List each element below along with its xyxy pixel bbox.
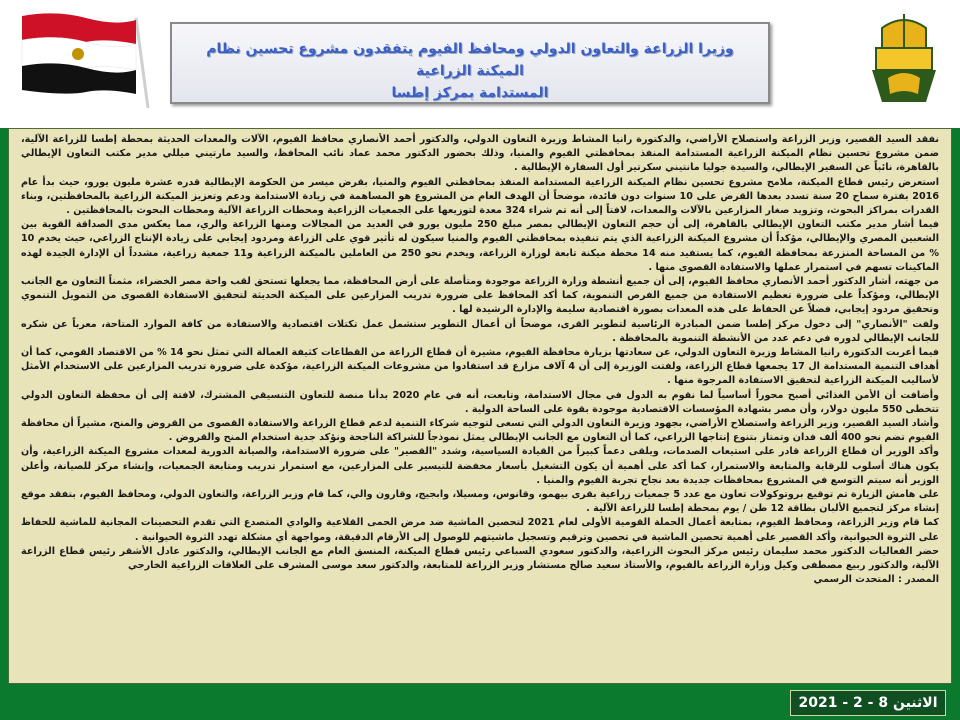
ministry-logo-icon bbox=[862, 8, 946, 108]
article-paragraph: وأكد الوزير أن قطاع الزراعة قادر على استيعاب الصدمات، ويلقى دعماً كبيراً من القيادة السياسية، وشدد "القصير" على ضرورة الاستدامة، والصيانة الدورية لمعدات مشروع الميكنة الزراعية، وأن يكون هناك أسلوب للرقابة والمتابعة والاستمرار، كما أكد على أهمية أن يكون التشغيل بأسعار مخفضة للتيسير على المزارعين، مع استمرار تدريب ومتابعة الجمعيات، وإنشاء مركز للصيانة، وأعلن الوزير أنه سيتم التوسع في المشروع بمحافظات جديدة بعد نجاح تجربة الفيوم والمنيا . bbox=[21, 446, 939, 486]
article-paragraph: فيما أشار مدير مكتب التعاون الإيطالي بالقاهرة، إلى أن حجم التعاون الإيطالي بمصر مبلغ 250 مليون يورو في العديد من المجالات ومنها الزراعة والري، مما يعكس مدى الصداقة القوية بين الشعبين المصري والإيطالي، مؤكداً أن مشروع الميكنة الزراعية الذي يتم تنفيذه بمحافظتي الفيوم والمنيا سيكون له تأثير قوي على الزراعة ومردود إيجابي على زيادة الإنتاج الزراعي، حيث يخدم 10 % من المساحة المنزرعة بمحافظة الفيوم، كما يستفيد منه 14 محطة ميكنة تابعة لوزارة الزراعة، ويخدم نحو 250 من العاملين بالميكنة الزراعية و11 جمعية زراعية، مشدداً أن الإدارة الجيدة لهذه الماكينات تسهم في استمرار عملها والاستفادة القصوى منها . bbox=[21, 219, 940, 273]
header-band bbox=[0, 0, 960, 128]
article-paragraph: وأشاد السيد القصير، وزير الزراعة واستصلاح الأراضي، بجهود وزيرة التعاون الدولي التي تسعى لتوجيه شركاء التنمية لدعم قطاع الزراعة والاستفادة القصوى من القروض والمنح، مشيراً أن محافظة الفيوم تضم نحو 400 ألف فدان وتمتاز بتنوع إنتاجها الزراعي، كما أن التعاون مع الجانب الإيطالي يمثل نموذجاً للشراكة الناجحة ونؤكد جدية استخدام المنح والقروض . bbox=[21, 418, 939, 444]
article-paragraph: من جهته، أشار الدكتور أحمد الأنصاري محافظ الفيوم، إلى أن جميع أنشطة وزارة الزراعة موجودة ومتأصلة على أرض المحافظة، مما يجعلها تستحق لقب واحة مصر الخضراء، مثمناً التعاون مع الجانب الإيطالي، ومؤكداً على ضرورة تعظيم الاستفادة من جميع الفرص التنموية، كما أكد المحافظ على ضرورة تدريب المزارعين على الميكنة الحديثة لتحقيق الاستفادة القصوى من التمويل التنموي وتحقيق مردود إيجابي، فضلاً عن الحفاظ على هذه المعدات بصورة اقتصادية سليمة والإدارة الرشيدة لها . bbox=[21, 276, 939, 316]
headline-box bbox=[170, 22, 770, 104]
headline-line-2: المستدامة بمركز إطسا bbox=[391, 85, 549, 101]
article-paragraph: حضر الفعاليات الدكتور محمد سليمان رئيس مركز البحوث الزراعية، والدكتور سعودي السباعي رئيس قطاع الميكنة، المنسق العام مع الجانب الإيطالي، والدكتور عادل الأشقر رئيس قطاع الزراعة الآلية، والدكتور ربيع مصطفى وكيل وزارة الزراعة بالفيوم، والأستاذ سعيد صالح مستشار وزير الزراعة للمتابعة، والدكتور سعد موسى المشرف على العلاقات الزراعية الخارجي bbox=[21, 545, 939, 572]
date-badge: الاثنين 8 - 2 - 2021 bbox=[790, 690, 946, 716]
article-paragraph: نفقد السيد القصير، وزير الزراعة واستصلاح الأراضي، والدكتورة رانيا المشاط وزيرة التعاون الدولي، والدكتور أحمد الأنصاري محافظ الفيوم، الآلات والمعدات الحديثة بمحطة إطسا للزراعة الآلية، ضمن مشروع تحسين نظام الميكنة الزراعية المستدامة المنفذ بمحافظتي الفيوم والمنيا، وذلك بحضور الدكتور محمد عماد نائب المحافظ، والسيد مارتيني ميللي مدير مكتب التعاون الإيطالي بالقاهرة، نائباً عن السفير الإيطالي، والسيدة جوليا مانتيني سكرتير أول السفارة الإيطالية . bbox=[21, 134, 939, 174]
article-paragraph: كما قام وزير الزراعة، ومحافظ الفيوم، بمتابعة أعمال الحملة القومية الأولى لعام 2021 لتحصين الماشية ضد مرض الحمى القلاعية والوادي المتصدع التي تقدم التحصينات المجانية للماشية للحفاظ على الثروة الحيوانية، وأكد القصير على أهمية تحصين الماشية في تحصين وترقيم وتسجيل ماشيتهم للوصول إلى الأرقام الدقيقة، ومواجهة أي مشكلة تهدد الثروة الحيوانية . bbox=[21, 517, 939, 543]
article-paragraph: وأضافت أن الأمن الغذائي أصبح محوراً أساسياً لما نقوم به الدول في مجال الاستدامة، وتابعت، أنه في عام 2020 بدأنا منصة للتعاون التنسيقي المشترك، لافتة إلى أن محفظة التعاون الدولي تتخطى 550 مليون دولار، وأن مصر بشهادة المؤسسات الاقتصادية موجودة بقوة على الساحة الدولية . bbox=[21, 389, 939, 415]
article-paragraph: استعرض رئيس قطاع الميكنة، ملامح مشروع تحسين نظام الميكنة الزراعية المستدامة المنفذ بمحافظتي الفيوم والمنيا، بقرض ميسر من الحكومة الإيطالية قدره عشرة مليون يورو، حيث بدأ عام 2016 بفترة سماح 20 سنة تسدد بعدها القرض على 10 سنوات دون فائدة، موضحاً أن الهدف العام من المشروع هو المساهمة في زيادة الاستدامة ودعم وتعزيز الميكنة الزراعية بالمحافظتين، وبناء القدرات بمراكز البحوث، وتزويد صغار المزارعين بالآلات والمعدات، لافتاً إلى أنه تم شراء 324 معدة لتوزيعها على الجمعيات الزراعية ومحطات الزراعة الآلية ومحطات البحوث بالمحافظتين . bbox=[21, 176, 939, 217]
article-paragraph: فيما أعربت الدكتورة رانيا المشاط وزيرة التعاون الدولي، عن سعادتها بزيارة محافظة الفيوم، مشيرة أن قطاع الزراعة من القطاعات كثيفة العمالة التي تمثل نحو 14 % من الاقتصاد القومي، كما أن أهداف التنمية المستدامة ال 17 يجمعها قطاع الزراعة، ولفتت الوزيرة إلى أن 4 آلاف مزارع قد استفادوا من مشروعات الميكنة الزراعية، مؤكدة على ضرورة تدريب المزارعين على الاستخدام الأمثل لأساليب الميكنة الزراعية لتحقيق الاستفادة المرجوة منها . bbox=[21, 347, 939, 387]
article-paragraph: على هامش الزيارة تم توقيع بروتوكولات تعاون مع عدد 5 جمعيات زراعية بقرى بيهمو، وقانوس، ومسيلا، وابجيج، وقارون والي، كما قام وزير الزراعة، والتعاون الدولي، ومحافظ الفيوم، بتفقد موقع إنشاء مركز لتجميع الألبان بطاقة 12 طن / يوم بمحطة إطسا للزراعة الآلية . bbox=[21, 489, 939, 515]
article-paragraph: ولفت "الأنصاري" إلى دخول مركز إطسا ضمن المبادرة الرئاسية لتطوير القرى، موضحاً أن أعمال التطوير ستشمل عمل تكتلات اقتصادية والاستفادة من كافة الموارد المتاحة، معرباً عن شكره للجانب الإيطالي لدوره في دعم عدد من الأنشطة التنموية بالمحافظة . bbox=[21, 318, 939, 344]
article-body bbox=[8, 128, 952, 684]
article-source: المصدر : المتحدث الرسمي bbox=[813, 574, 939, 586]
egypt-flag-icon bbox=[16, 8, 152, 108]
headline-line-1: وزيرا الزراعة والتعاون الدولي ومحافظ الفيوم يتفقدون مشروع تحسين نظام الميكنة الزراعية bbox=[206, 41, 734, 79]
